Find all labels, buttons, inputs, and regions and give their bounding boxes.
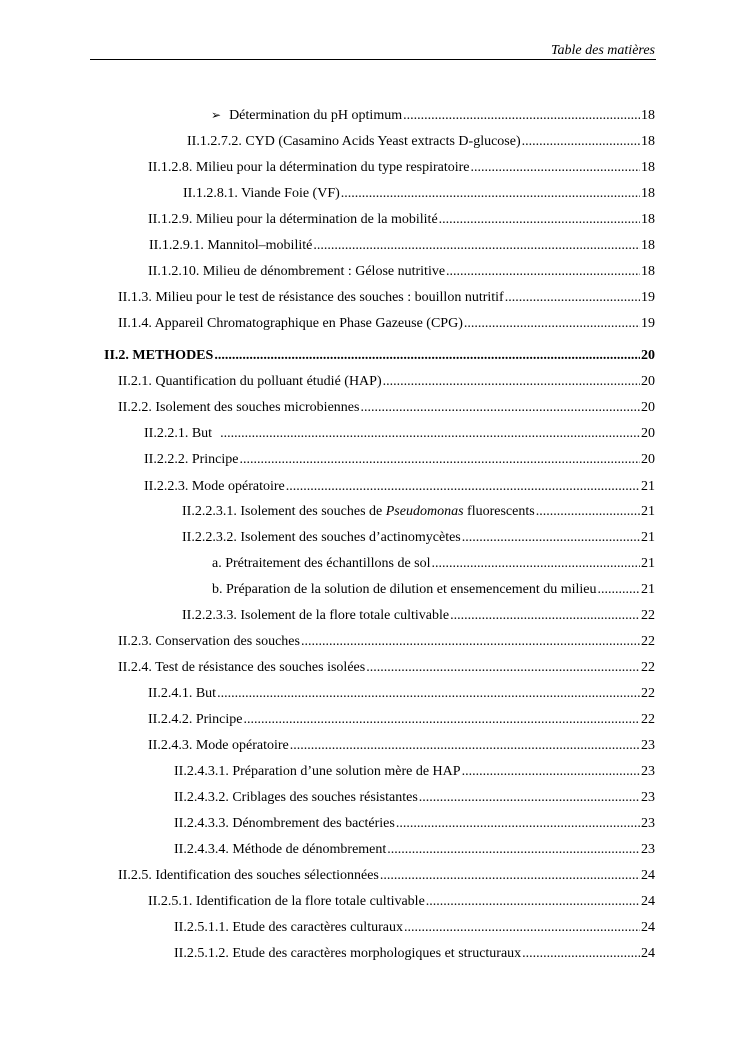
toc-leader-dots [446, 264, 640, 280]
toc-entry-page: 23 [641, 738, 655, 753]
toc-leader-dots [462, 764, 640, 780]
toc-entry[interactable] [148, 894, 655, 914]
toc-entry-text: Principe [195, 712, 243, 727]
toc-entry-text: Détermination du pH optimum [229, 108, 403, 123]
toc-entry-text: Quantification du polluant étudié (HAP) [155, 374, 382, 389]
toc-entry-number: II.2.2.1. [144, 426, 189, 441]
toc-leader-dots [290, 738, 640, 754]
toc-entry-number: II.2.2.3. [144, 479, 189, 494]
toc-entry-page: 21 [641, 530, 655, 545]
toc-entry-number: II.2. [104, 348, 129, 363]
toc-entry-text: Criblages des souches résistantes [232, 790, 418, 805]
toc-leader-dots [464, 316, 640, 332]
toc-entry[interactable] [182, 530, 655, 550]
toc-entry[interactable] [144, 479, 655, 499]
toc-entry-page: 20 [641, 452, 655, 467]
toc-entry-text: Identification de la flore totale cultivable [195, 894, 425, 909]
toc-leader-dots [404, 920, 640, 936]
toc-entry-page: 20 [641, 426, 655, 441]
toc-entry[interactable] [144, 452, 655, 472]
toc-entry[interactable] [182, 504, 655, 524]
toc-leader-dots [301, 634, 640, 650]
toc-entry[interactable] [118, 374, 655, 394]
toc-entry[interactable] [118, 316, 655, 336]
toc-entry-text: Appareil Chromatographique en Phase Gazeuse (CPG) [154, 316, 463, 331]
toc-entry-page: 24 [641, 894, 655, 909]
toc-leader-dots [239, 452, 640, 468]
toc-entry-page: 24 [641, 920, 655, 935]
toc-entry-page: 23 [641, 816, 655, 831]
arrow-bullet-icon: ➢ [211, 108, 222, 122]
toc-entry[interactable] [183, 186, 655, 206]
toc-entry[interactable] [118, 290, 655, 310]
toc-entry-text: Isolement des souches d’actinomycètes [240, 530, 461, 545]
toc-entry-number: II.2.5.1.2. [174, 946, 229, 961]
toc-leader-dots [522, 134, 640, 150]
toc-entry-number: II.1.4. [118, 316, 152, 331]
toc-entry-text: Isolement des souches microbiennes [155, 400, 360, 415]
toc-entry-text: Etude des caractères culturaux [232, 920, 403, 935]
toc-leader-dots [313, 238, 640, 254]
toc-entry-page: 20 [641, 400, 655, 415]
toc-entry-text: METHODES [132, 348, 214, 363]
toc-entry[interactable] [174, 764, 655, 784]
toc-entry[interactable] [148, 686, 655, 706]
toc-entry-number: II.2.4.2. [148, 712, 193, 727]
toc-entry-text: Mode opératoire [191, 479, 285, 494]
toc-leader-dots [383, 374, 640, 390]
toc-entry-number: II.2.2.3.3. [182, 608, 237, 623]
toc-leader-dots [522, 946, 640, 962]
toc-entry-text: Dénombrement des bactéries [232, 816, 395, 831]
toc-entry-page: 18 [641, 238, 655, 253]
toc-entry-text-after: fluorescents [467, 504, 535, 519]
toc-entry-page: 21 [641, 479, 655, 494]
toc-entry-page: 19 [641, 316, 655, 331]
toc-entry-text: Milieu de dénombrement : Gélose nutritive [202, 264, 446, 279]
toc-entry[interactable] [118, 400, 655, 420]
toc-leader-dots [426, 894, 640, 910]
toc-leader-dots [286, 479, 640, 495]
toc-leader-dots [419, 790, 640, 806]
toc-entry-text: Milieu pour le test de résistance des souches : bouillon nutritif [155, 290, 504, 305]
toc-leader-dots [403, 108, 640, 124]
toc-entry-number: II.2.3. [118, 634, 152, 649]
toc-leader-dots [536, 504, 640, 520]
toc-entry[interactable] [148, 712, 655, 732]
toc-entry[interactable] [212, 582, 655, 602]
toc-entry-number: II.2.4.3.2. [174, 790, 229, 805]
toc-entry-text: Préparation de la solution de dilution et ensemencement du milieu [226, 582, 597, 597]
toc-entry[interactable] [174, 842, 655, 862]
toc-entry-page: 24 [641, 868, 655, 883]
toc-leader-dots [214, 348, 640, 364]
toc-leader-dots [505, 290, 640, 306]
toc-entry-number: II.1.2.8. [148, 160, 193, 175]
toc-entry-number: II.1.2.10. [148, 264, 200, 279]
toc-entry[interactable] [144, 426, 655, 446]
toc-entry-page: 18 [641, 134, 655, 149]
toc-entry-number: II.2.2.2. [144, 452, 189, 467]
toc-entry-number: II.2.2.3.2. [182, 530, 237, 545]
toc-entry-italic-text: Pseudomonas [385, 504, 464, 519]
toc-entry-text: Conservation des souches [155, 634, 300, 649]
toc-entry-text: Préparation d’une solution mère de HAP [232, 764, 461, 779]
toc-entry-number: II.1.2.7.2. [187, 134, 242, 149]
toc-entry[interactable] [212, 556, 655, 576]
toc-entry-number: II.2.1. [118, 374, 152, 389]
toc-leader-dots [243, 712, 640, 728]
toc-entry[interactable] [118, 660, 655, 680]
toc-entry[interactable] [148, 738, 655, 758]
toc-entry-text: Prétraitement des échantillons de sol [225, 556, 431, 571]
toc-entry-page: 20 [641, 374, 655, 389]
toc-entry-text: But [195, 686, 217, 701]
toc-entry-text: Principe [191, 452, 239, 467]
toc-entry-number: II.2.2. [118, 400, 152, 415]
toc-entry-page: 22 [641, 634, 655, 649]
page-header-title: Table des matières [551, 43, 655, 58]
toc-entry-text: Test de résistance des souches isolées [155, 660, 366, 675]
toc-entry-number: II.2.4.3.4. [174, 842, 229, 857]
toc-leader-dots [432, 556, 641, 572]
toc-entry-text: Mode opératoire [195, 738, 289, 753]
toc-entry-number: II.2.4.3.1. [174, 764, 229, 779]
toc-entry[interactable] [118, 868, 655, 888]
toc-entry-page: 22 [641, 686, 655, 701]
toc-entry-page: 22 [641, 608, 655, 623]
toc-entry-page: 18 [641, 108, 655, 123]
toc-entry-page: 18 [641, 212, 655, 227]
toc-leader-dots [462, 530, 640, 546]
toc-entry-number: II.1.2.9. [148, 212, 193, 227]
toc-entry-number: II.2.5. [118, 868, 152, 883]
toc-entry-text: Etude des caractères morphologiques et structuraux [232, 946, 522, 961]
toc-entry-page: 23 [641, 790, 655, 805]
header-divider [90, 59, 656, 60]
toc-entry[interactable] [148, 212, 655, 232]
toc-entry[interactable] [182, 608, 655, 628]
toc-leader-dots [471, 160, 640, 176]
toc-entry-page: 18 [641, 186, 655, 201]
toc-entry-number: II.2.5.1. [148, 894, 193, 909]
toc-entry-page: 24 [641, 946, 655, 961]
toc-entry-text: Identification des souches sélectionnées [155, 868, 379, 883]
toc-entry-page: 21 [641, 582, 655, 597]
toc-leader-dots [366, 660, 640, 676]
toc-entry-page: 23 [641, 842, 655, 857]
toc-entry-page: 18 [641, 264, 655, 279]
toc-entry-number: II.2.5.1.1. [174, 920, 229, 935]
toc-leader-dots [380, 868, 640, 884]
toc-entry-number: II.1.3. [118, 290, 152, 305]
toc-entry-text: Viande Foie (VF) [241, 186, 340, 201]
toc-entry[interactable] [148, 264, 655, 284]
toc-entry[interactable] [118, 634, 655, 654]
toc-entry-number: II.2.4. [118, 660, 152, 675]
toc-leader-dots [396, 816, 640, 832]
toc-entry[interactable] [149, 238, 655, 258]
toc-entry-page: 21 [641, 556, 655, 571]
toc-entry-number: b. [212, 582, 223, 597]
toc-entry-text: Isolement des souches de [240, 504, 383, 519]
toc-leader-dots [220, 426, 640, 442]
toc-entry-number: II.2.4.1. [148, 686, 193, 701]
toc-leader-dots [450, 608, 640, 624]
toc-leader-dots [217, 686, 640, 702]
toc-entry-number: II.1.2.9.1. [149, 238, 204, 253]
toc-entry-page: 18 [641, 160, 655, 175]
toc-leader-dots [360, 400, 640, 416]
toc-entry-text: Méthode de dénombrement [232, 842, 387, 857]
toc-entry[interactable] [174, 920, 655, 940]
toc-entry-text: CYD (Casamino Acids Yeast extracts D-glucose) [245, 134, 521, 149]
toc-entry-text: Milieu pour la détermination de la mobilité [195, 212, 438, 227]
toc-entry-number: II.2.2.3.1. [182, 504, 237, 519]
toc-entry[interactable] [211, 108, 655, 128]
toc-entry-text: Mannitol–mobilité [207, 238, 313, 253]
toc-entry-number: II.2.4.3. [148, 738, 193, 753]
toc-section-entry[interactable] [104, 348, 655, 368]
toc-entry[interactable] [174, 790, 655, 810]
toc-entry[interactable] [187, 134, 655, 154]
toc-entry-page: 23 [641, 764, 655, 779]
toc-entry-page: 22 [641, 660, 655, 675]
toc-entry-page: 20 [641, 348, 655, 363]
toc-entry-page: 22 [641, 712, 655, 727]
toc-leader-dots [387, 842, 640, 858]
toc-entry-text: But [191, 426, 213, 441]
toc-entry-text: Milieu pour la détermination du type respiratoire [195, 160, 470, 175]
toc-entry-number: II.1.2.8.1. [183, 186, 238, 201]
toc-entry-page: 21 [641, 504, 655, 519]
toc-entry[interactable] [148, 160, 655, 180]
toc-leader-dots [598, 582, 640, 598]
toc-entry-number: II.2.4.3.3. [174, 816, 229, 831]
toc-entry-text: Isolement de la flore totale cultivable [240, 608, 450, 623]
toc-entry[interactable] [174, 816, 655, 836]
toc-entry-page: 19 [641, 290, 655, 305]
toc-leader-dots [439, 212, 640, 228]
toc-entry[interactable] [174, 946, 655, 966]
toc-entry-number: a. [212, 556, 222, 571]
toc-leader-dots [341, 186, 640, 202]
